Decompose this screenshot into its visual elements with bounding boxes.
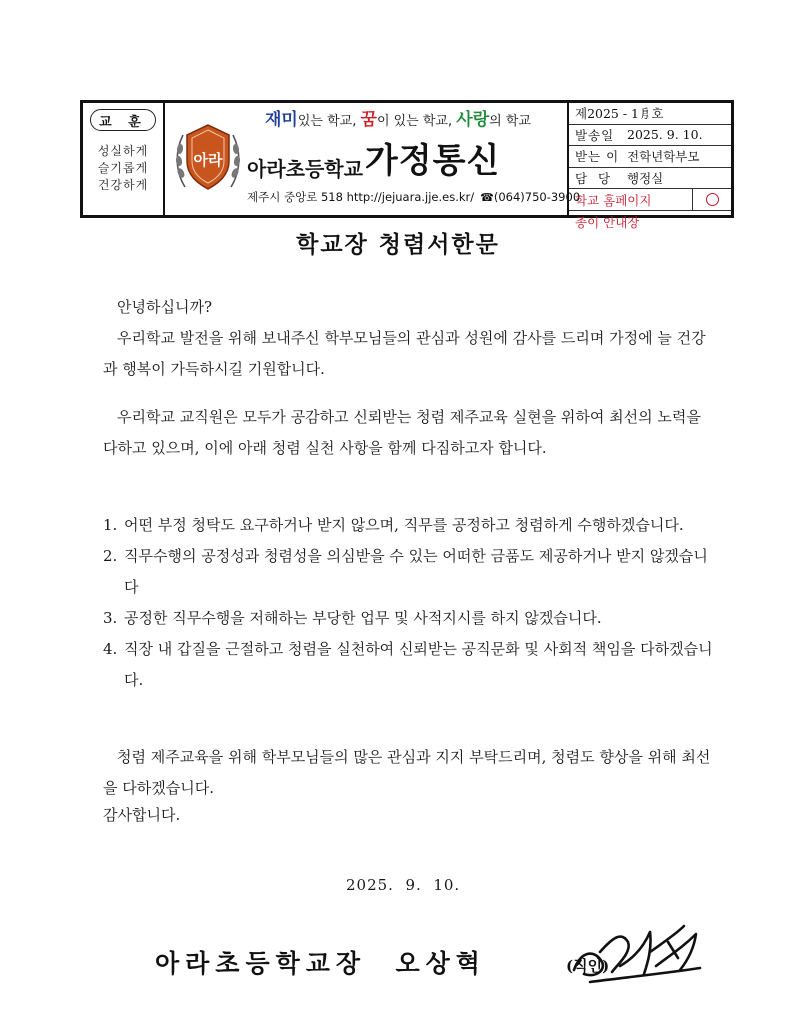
school-banner [165, 103, 581, 215]
closing-paragraph: 청렴 제주교육을 위해 학부모님들의 많은 관심과 지지 부탁드리며, 청렴도 향상을 위해 최선을 다하겠습니다. [103, 748, 711, 797]
motto-badge: 교 훈 [90, 109, 156, 131]
owner-label: 담 당 [575, 171, 612, 187]
paragraph-thanks: 우리학교 발전을 위해 보내주신 학부모님들의 관심과 성원에 감사를 드리며 가정에 늘 건강과 행복이 가득하시길 기원합니다. [103, 329, 706, 378]
homepage-row [569, 189, 731, 211]
item-number: 1. [103, 516, 118, 534]
motto-line: 성실하게 [97, 144, 149, 158]
slogan-word: 꿈 [360, 110, 377, 130]
slogan-word: 재미 [265, 110, 298, 130]
seal-mark: (직인) [566, 957, 610, 975]
phone-icon: ☎ [480, 191, 494, 204]
recipient-row [569, 146, 731, 168]
issue-number-row [569, 103, 731, 125]
item-number: 4. [103, 640, 118, 658]
recipient-label: 받는 이 [575, 149, 620, 165]
signer-name: 아라초등학교장 오상혁 [155, 949, 486, 978]
motto-lines [98, 143, 148, 194]
motto-section [83, 103, 165, 215]
phone-number: (064)750-3900 [493, 190, 581, 204]
slogan-text: 있는 학교, [297, 114, 361, 129]
pledge-list [103, 510, 718, 696]
paragraph-commitment: 우리학교 교직원은 모두가 공감하고 신뢰받는 청렴 제주교육 실현을 위하여 최선의 노력을 다하고 있으며, 이에 아래 청렴 실천 사항을 함께 다짐하고자 합니다. [103, 408, 701, 457]
homepage-mark [693, 193, 731, 206]
item-number: 3. [103, 609, 118, 627]
recipient-value: 전학년학부모 [627, 149, 700, 165]
document-date: 2025. 9. 10. [346, 876, 461, 894]
homepage-label: 학교 홈페이지 [569, 189, 693, 210]
school-title [247, 133, 500, 182]
list-item [103, 603, 718, 634]
slogan-text: 의 학교 [489, 114, 531, 129]
greeting: 안녕하십니까? [117, 298, 212, 316]
list-item [103, 634, 718, 696]
emblem-label: 아라 [193, 151, 223, 169]
motto-line: 슬기롭게 [97, 161, 149, 175]
school-emblem-icon [173, 121, 243, 193]
school-slogan [265, 105, 531, 130]
item-text: 직무수행의 공정성과 청렴성을 의심받을 수 있는 어떠한 금품도 제공하거나 받지 않겠습니다 [124, 547, 708, 596]
item-text: 어떤 부정 청탁도 요구하거나 받지 않으며, 직무를 공정하고 청렴하게 수행하겠습니다. [124, 516, 684, 534]
item-text: 공정한 직무수행을 저해하는 부당한 업무 및 사적지시를 하지 않겠습니다. [124, 609, 602, 627]
circle-mark-icon [706, 193, 719, 206]
list-item [103, 510, 718, 541]
address-text: 제주시 중앙로 518 http://jejuara.jje.es.kr/ [247, 190, 475, 204]
owner-row [569, 168, 731, 190]
closing-thanks: 감사합니다. [103, 806, 181, 824]
document-title: 학교장 청렴서한문 [296, 231, 500, 258]
newsletter-header [80, 100, 734, 230]
handwritten-signature-icon [560, 912, 720, 992]
owner-value: 행정실 [627, 171, 664, 187]
issue-number: 제2025 - 1㐆호 [575, 106, 664, 122]
issue-info-table [569, 103, 731, 230]
sent-date-label: 발송일 [575, 127, 615, 143]
slogan-word: 사랑 [456, 110, 490, 130]
item-text: 직장 내 갑질을 근절하고 청렴을 실천하여 신뢰받는 공직문화 및 사회적 책임을 다하겠습니다. [124, 640, 713, 689]
school-name: 아라초등학교 [247, 157, 363, 181]
sent-date-row [569, 125, 731, 147]
slogan-text: 이 있는 학교, [376, 114, 457, 129]
newsletter-title: 가정통신 [364, 141, 501, 181]
paper-notice-label: 종이 안내장 [575, 214, 640, 230]
school-address [247, 189, 580, 205]
motto-line: 건강하게 [97, 178, 149, 192]
list-item [103, 541, 718, 603]
item-number: 2. [103, 547, 118, 565]
sent-date-value: 2025. 9. 10. [627, 127, 703, 143]
